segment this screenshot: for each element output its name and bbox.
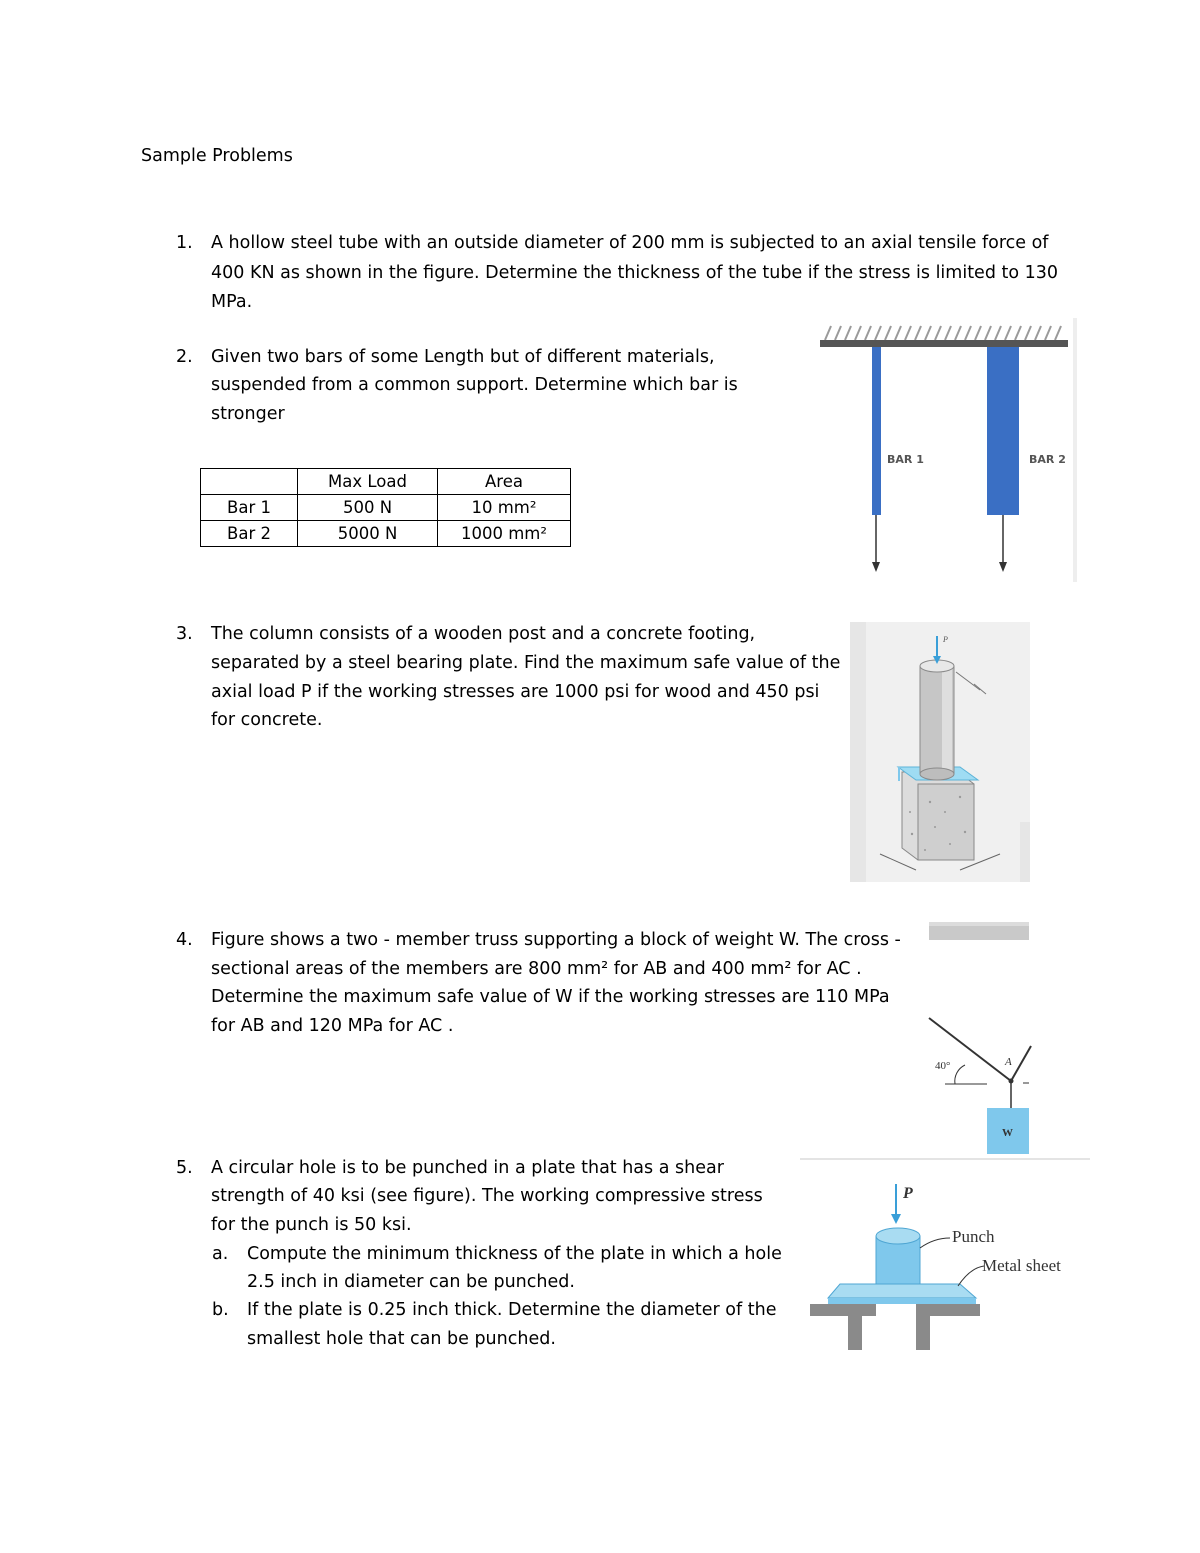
- bar-2: [987, 347, 1019, 515]
- metal-sheet: [828, 1284, 976, 1298]
- bar-data-table: [200, 468, 571, 547]
- member-ac: [1011, 1046, 1031, 1081]
- problem-number: 5.: [176, 1158, 193, 1178]
- table-header-row: [201, 469, 571, 495]
- load-arrow-icon: [891, 1214, 901, 1224]
- subitem-text-line: smallest hole that can be punched.: [247, 1329, 556, 1349]
- problem-text-line: Determine the maximum safe value of W if the working stresses are 110 MPa: [211, 987, 890, 1007]
- problem-text-line: A hollow steel tube with an outside diameter of 200 mm is subjected to an axial tensile force of: [211, 233, 1049, 253]
- truss-figure: [925, 918, 1035, 1158]
- table-header-cell: Max Load: [298, 469, 438, 495]
- table-header-cell: Area: [438, 469, 571, 495]
- table-cell: 500 N: [298, 495, 438, 521]
- problem-text-line: 400 KN as shown in the figure. Determine the thickness of the tube if the stress is limited to 130: [211, 263, 1059, 283]
- table-row: [201, 521, 571, 547]
- table-cell: 5000 N: [298, 521, 438, 547]
- subitem-text-line: 2.5 inch in diameter can be punched.: [247, 1272, 575, 1292]
- problem-text-line: for concrete.: [211, 710, 323, 730]
- weight-label: W: [1002, 1127, 1013, 1139]
- problem-text-line: for AB and 120 MPa for AC .: [211, 1016, 454, 1036]
- punch-figure: [800, 1158, 1090, 1350]
- problem-number: 1.: [176, 233, 193, 253]
- support-beam: [820, 340, 1068, 347]
- bar-1: [872, 347, 881, 515]
- table-cell: Bar 2: [201, 521, 298, 547]
- problem-text-line: Figure shows a two - member truss supporting a block of weight W. The cross -: [211, 930, 901, 950]
- angle-label: 40°: [935, 1060, 951, 1072]
- problem-text-line: A circular hole is to be punched in a plate that has a shear: [211, 1158, 724, 1178]
- problem-number: 3.: [176, 624, 193, 644]
- table-cell: Bar 1: [201, 495, 298, 521]
- problem-text-line: strength of 40 ksi (see figure). The working compressive stress: [211, 1186, 763, 1206]
- subitem-text-line: If the plate is 0.25 inch thick. Determine the diameter of the: [247, 1300, 777, 1320]
- problem-number: 2.: [176, 347, 193, 367]
- die-support: [810, 1304, 876, 1316]
- joint-a-label: A: [1005, 1056, 1012, 1068]
- table-cell: 1000 mm²: [438, 521, 571, 547]
- problem-text-line: axial load P if the working stresses are 1000 psi for wood and 450 psi: [211, 682, 820, 702]
- problem-text-line: for the punch is 50 ksi.: [211, 1215, 412, 1235]
- bar-1-label: BAR 1: [887, 453, 924, 466]
- problem-text-line: stronger: [211, 404, 285, 424]
- load-label: P: [943, 635, 948, 644]
- problem-text-line: The column consists of a wooden post and a concrete footing,: [211, 624, 756, 644]
- column-footing-figure: [850, 622, 1030, 882]
- problem-text-line: separated by a steel bearing plate. Find the maximum safe value of the: [211, 653, 841, 673]
- load-label: P: [903, 1185, 913, 1202]
- problem-text-line: MPa.: [211, 292, 253, 312]
- problem-number: 4.: [176, 930, 193, 950]
- two-bars-figure: [815, 318, 1077, 582]
- table-header-cell: [201, 469, 298, 495]
- problem-text-line: suspended from a common support. Determine which bar is: [211, 375, 738, 395]
- table-row: [201, 495, 571, 521]
- problem-text-line: sectional areas of the members are 800 mm² for AB and 400 mm² for AC .: [211, 959, 862, 979]
- bar-2-label: BAR 2: [1029, 453, 1066, 466]
- subitem-letter: b.: [212, 1300, 229, 1320]
- metal-sheet-label: Metal sheet: [982, 1256, 1061, 1275]
- page-title: Sample Problems: [141, 146, 293, 166]
- subitem-letter: a.: [212, 1244, 229, 1264]
- subitem-text-line: Compute the minimum thickness of the plate in which a hole: [247, 1244, 782, 1264]
- problem-text-line: Given two bars of some Length but of different materials,: [211, 347, 715, 367]
- table-cell: 10 mm²: [438, 495, 571, 521]
- punch-label: Punch: [952, 1227, 995, 1246]
